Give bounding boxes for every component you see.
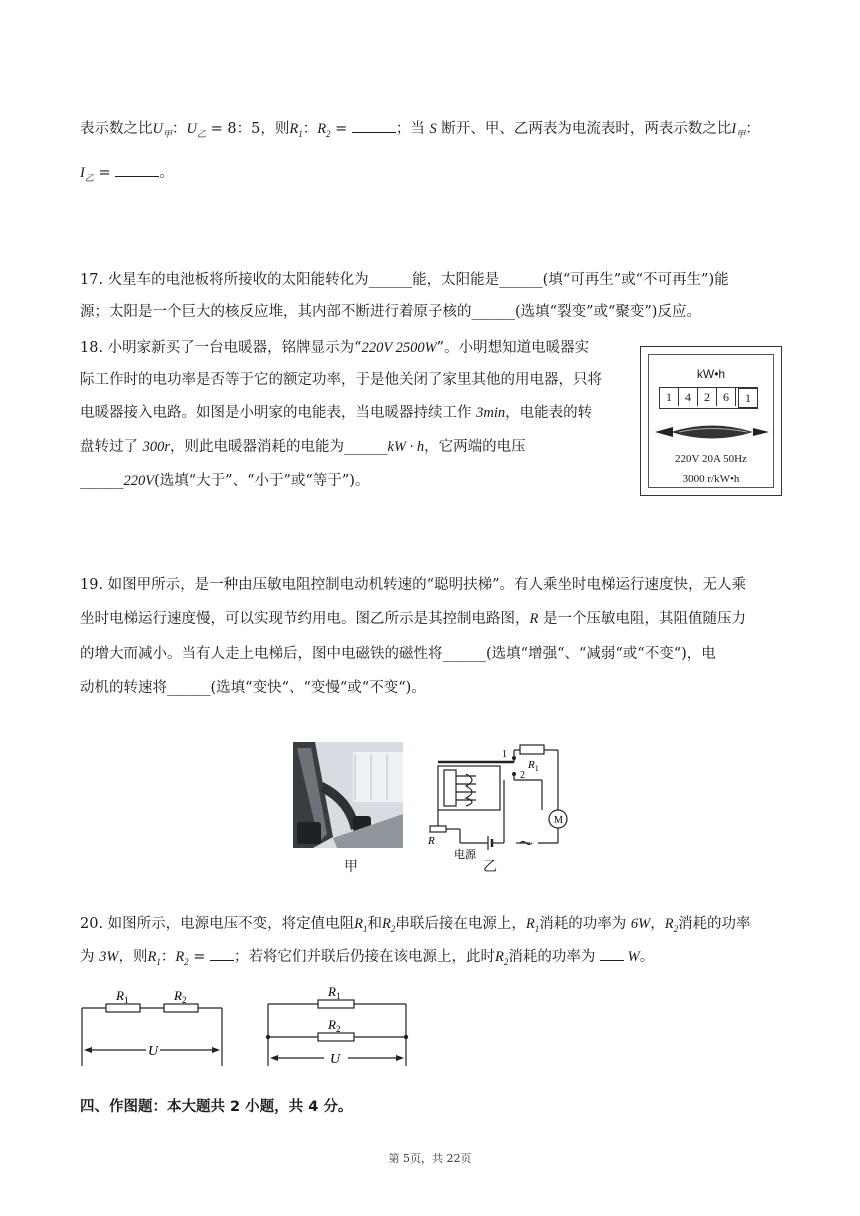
electric-meter-figure [640, 346, 782, 496]
escalator-photo [293, 742, 403, 848]
section-4-heading: 四、作图题：本大题共 2 小题，共 4 分。 [80, 1099, 353, 1115]
meter-digits [659, 387, 758, 409]
meter-disc-icon [649, 417, 775, 447]
power-source-label: 电源 [454, 848, 476, 861]
meter-digit: 2 [698, 388, 717, 406]
q16-line-1: 表示数之比$U_甲$：$U_乙 = 8$：5，则$R_1$：$R_2$ = ；当 S 断开、甲、乙两表为电流表时，两表示数之比$I_甲$： [80, 118, 760, 144]
q18-line-4: 盘转过了 300r，则此电暖器消耗的电能为______kW · h，它两端的电压 [80, 439, 526, 455]
meter-spec-2: 3000 r/kW•h [682, 473, 740, 485]
answer-blank[interactable] [210, 946, 234, 961]
q18-line-5: ______220V(选填“大于”、“小于”或“等于”)。 [80, 473, 370, 489]
svg-text:U: U [148, 1044, 159, 1059]
meter-digit: 6 [717, 388, 736, 406]
meter-digit: 4 [679, 388, 698, 406]
answer-blank[interactable] [600, 946, 624, 961]
q17-line-1: 17. 火星车的电池板将所接收的太阳能转化为______能，太阳能是______(填“可再生”或“不可再生”)能 [80, 272, 729, 288]
u-jia: $U_甲$ [152, 121, 172, 139]
caption-yi: 乙 [483, 859, 497, 875]
parallel-circuit-diagram [262, 980, 412, 1070]
svg-text:R1: $R_1$ [328, 984, 341, 1001]
q19-line-2: 坐时电梯运行速度慢，可以实现节约用电。图乙所示是其控制电路图，R 是一个压敏电阻，其阻值随压力 [80, 611, 746, 627]
meter-spec-1: 220V 20A 50Hz [675, 453, 747, 465]
q19-line-1: 19. 如图甲所示，是一种由压敏电阻控制电动机转速的“聪明扶梯”。有人乘坐时电梯运行速度快，无人乘 [80, 577, 746, 593]
svg-text:R1: $R_1$ [116, 988, 129, 1005]
q20-line-2: 为 3W，则$R_1$：$R_2$ = ；若将它们并联后仍接在该电源上，此时$R_2$消耗的功率为 W。 [80, 946, 654, 972]
answer-blank[interactable] [352, 118, 396, 133]
q19-line-3: 的增大而减小。当有人走上电梯后，图中电磁铁的磁性将______(选填“增强“、“减弱“或“不变“)，电 [80, 646, 716, 662]
meter-unit: kW•h [696, 367, 726, 381]
escalator-image-icon [293, 742, 403, 848]
meter-digit-decimal: 1 [738, 388, 757, 408]
resistor-r-label: R [428, 835, 435, 847]
resistor-r1-label: $R_1$ [528, 759, 539, 773]
meter-digit: 1 [660, 388, 679, 406]
motor-label: M [554, 815, 563, 826]
answer-blank[interactable] [115, 162, 159, 177]
contact-label-1: 1 [502, 749, 507, 760]
u-yi: $U_乙$ [186, 121, 206, 139]
q18-line-2: 际工作时的电功率是否等于它的额定功率，于是他关闭了家里其他的用电器，只将 [80, 372, 602, 388]
q16-line-2: $I_乙$ = 。 [80, 162, 174, 188]
q19-line-4: 动机的转速将______(选填“变快“、“变慢“或“不变“)。 [80, 680, 426, 696]
caption-jia: 甲 [344, 859, 358, 875]
page-footer: 第 5页，共 22页 [388, 1152, 472, 1165]
q18-line-3: 电暖器接入电路。如图是小明家的电能表，当电暖器持续工作 3min，电能表的转 [80, 405, 593, 421]
svg-text:U: U [330, 1052, 341, 1067]
svg-text:R2: $R_2$ [328, 1017, 341, 1034]
q17-line-2: 源；太阳是一个巨大的核反应堆，其内部不断进行着原子核的______(选填“裂变”或“聚变”)反应。 [80, 304, 701, 320]
q18-line-1: 18. 小明家新买了一台电暖器，铭牌显示为“220V 2500W”。小明想知道电暖器实 [80, 340, 590, 356]
svg-text:R2: $R_2$ [174, 988, 187, 1005]
control-circuit-diagram [430, 740, 580, 870]
contact-label-2: 2 [520, 770, 525, 781]
series-circuit-diagram [76, 982, 236, 1072]
q20-line-1: 20. 如图所示，电源电压不变，将定值电阻$R_1$和$R_2$串联后接在电源上，$R_1$消耗的功率为 6W，$R_2$消耗的功率 [80, 916, 751, 934]
